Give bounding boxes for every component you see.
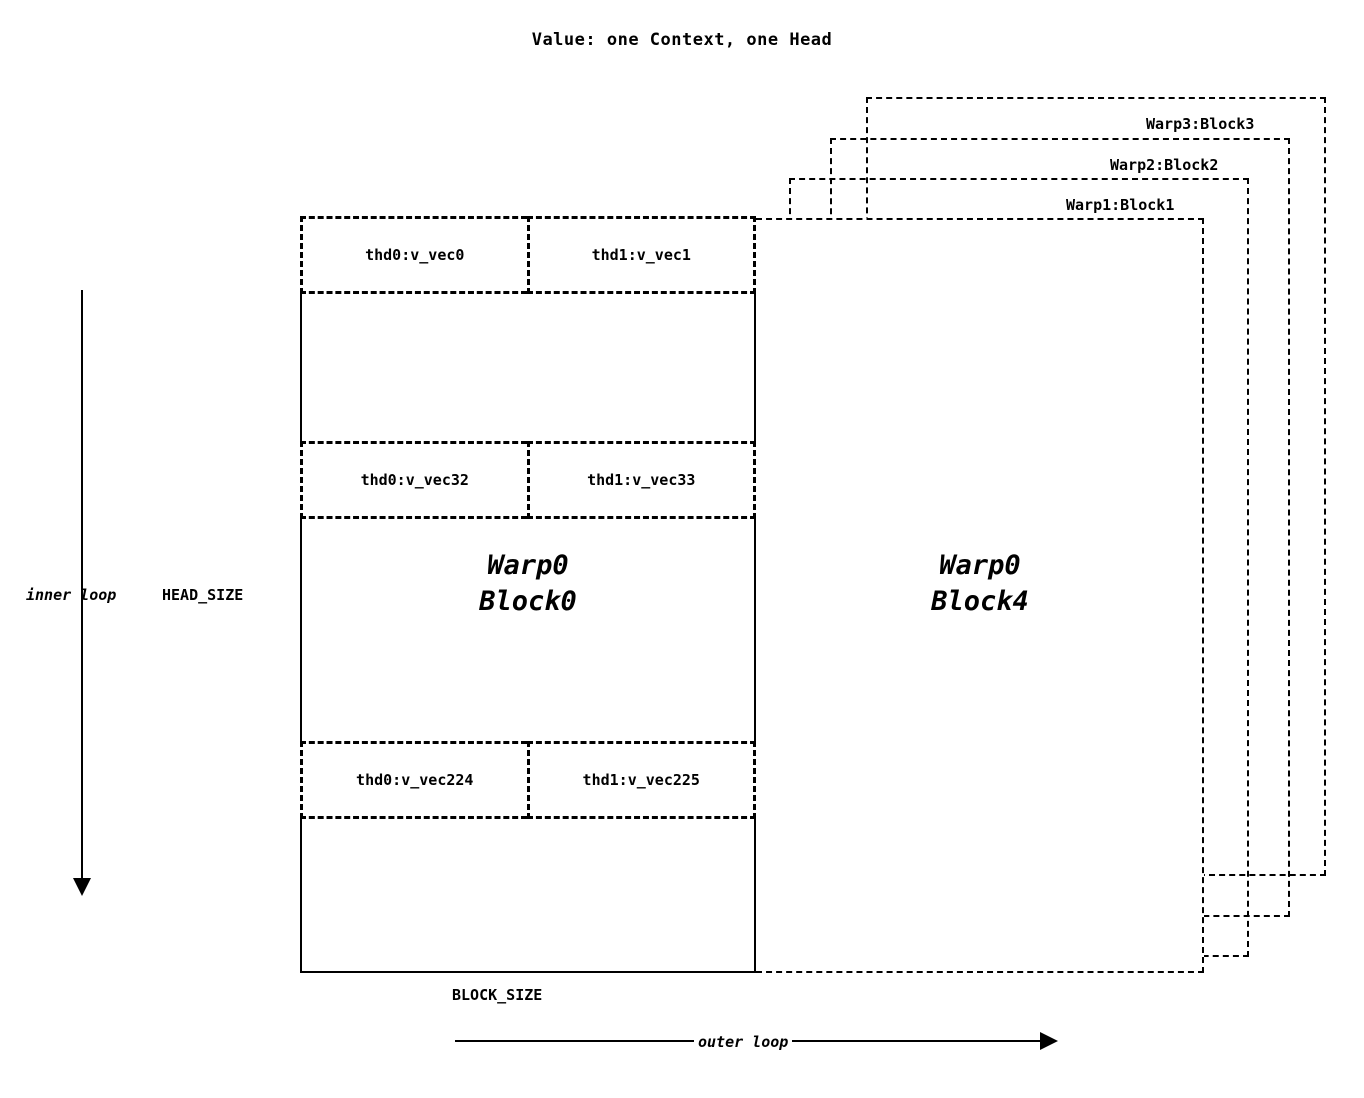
page-title: Value: one Context, one Head: [531, 30, 833, 50]
back-block-label-warp3: Warp3:Block3: [1146, 115, 1255, 133]
block4-block-text: Block4: [931, 586, 1029, 618]
block0-warp-text: Warp0: [487, 550, 569, 581]
thread-row-0: [300, 216, 756, 294]
thread-row-1: [300, 441, 756, 519]
thread-cell: thd1:v_vec1: [527, 216, 757, 294]
thread-cell: thd0:v_vec0: [300, 216, 527, 294]
thread-cell: thd0:v_vec32: [300, 441, 527, 519]
head-size-label: HEAD_SIZE: [162, 586, 244, 604]
back-block-label-warp2: Warp2:Block2: [1110, 156, 1219, 174]
thread-row-2: [300, 741, 756, 819]
block-size-label: BLOCK_SIZE: [452, 986, 543, 1004]
back-block-label-warp1: Warp1:Block1: [1066, 196, 1175, 214]
block0-warp-label: [300, 548, 756, 621]
thread-cell: thd0:v_vec224: [300, 741, 527, 819]
block4-warp-label: [756, 548, 1204, 621]
outer-loop-arrow-head: [1040, 1032, 1058, 1050]
inner-loop-arrow-head: [73, 878, 91, 896]
block0-block-text: Block0: [479, 586, 577, 618]
block4-warp-text: Warp0: [939, 550, 1021, 581]
thread-cell: thd1:v_vec33: [527, 441, 757, 519]
thread-cell: thd1:v_vec225: [527, 741, 757, 819]
inner-loop-label: inner loop: [26, 586, 117, 604]
outer-loop-label: outer loop: [694, 1033, 792, 1051]
